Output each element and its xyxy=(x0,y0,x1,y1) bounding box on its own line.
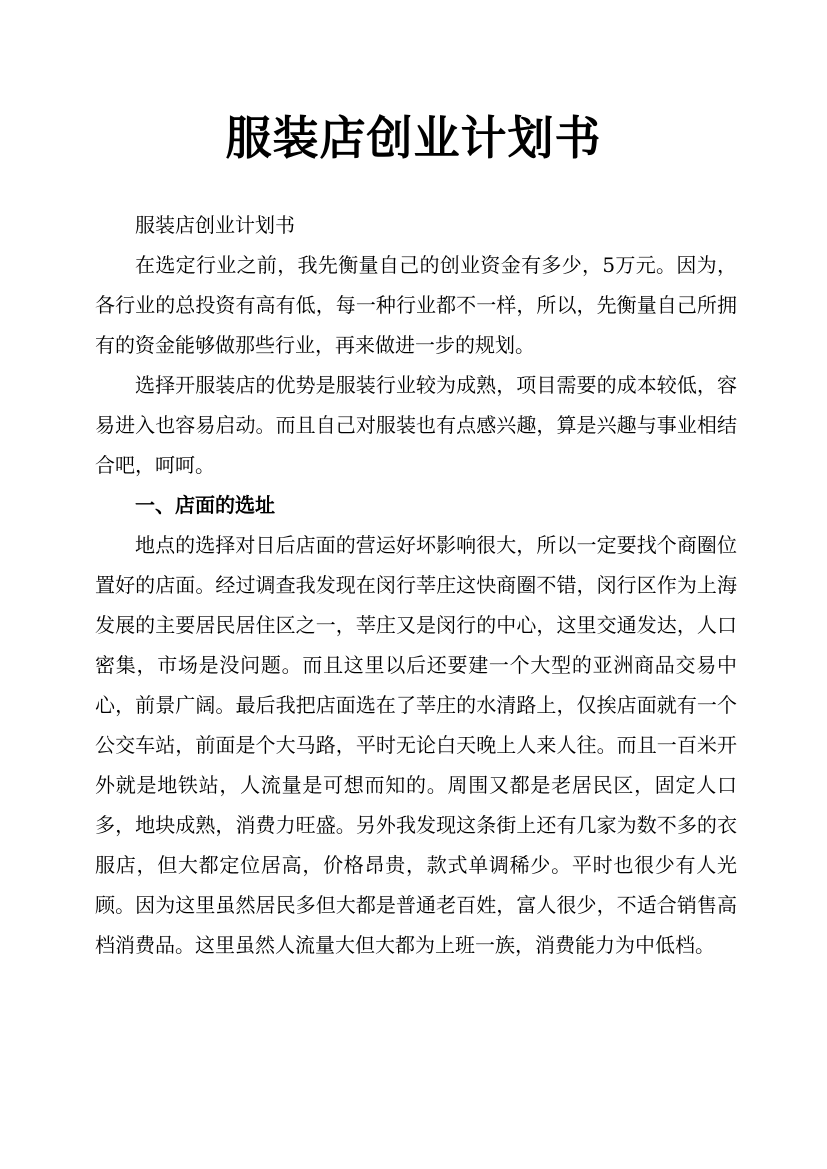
document-body xyxy=(95,205,737,965)
advantage-paragraph: 选择开服装店的优势是服装行业较为成熟，项目需要的成本较低，容易进入也容易启动。而且自己对服装也有点感兴趣，算是兴趣与事业相结合吧，呵呵。 xyxy=(95,373,737,477)
funding-paragraph: 在选定行业之前，我先衡量自己的创业资金有多少，5万元。因为，各行业的总投资有高有低，每一种行业都不一样，所以，先衡量自己所拥有的资金能够做那些行业，再来做进一步的规划。 xyxy=(95,253,737,357)
intro-subtitle-paragraph: 服装店创业计划书 xyxy=(135,213,295,237)
location-paragraph: 地点的选择对日后店面的营运好坏影响很大，所以一定要找个商圈位置好的店面。经过调查我发现在闵行莘庄这快商圈不错，闵行区作为上海发展的主要居民居住区之一，莘庄又是闵行的中心，这里交通发达，人口密集，市场是没问题。而且这里以后还要建一个大型的亚洲商品交易中心，前景广阔。最后我把店面选在了莘庄的水清路上，仅挨店面就有一个公交车站，前面是个大马路，平时无论白天晚上人来人往。而且一百米开外就是地铁站，人流量是可想而知的。周围又都是老居民区，固定人口多，地块成熟，消费力旺盛。另外我发现这条街上还有几家为数不多的衣服店，但大都定位居高，价格昂贵，款式单调稀少。平时也很少有人光顾。因为这里虽然居民多但大都是普通老百姓，富人很少，不适合销售高档消费品。这里虽然人流量大但大都为上班一族，消费能力为中低档。 xyxy=(95,533,737,957)
document-title: 服装店创业计划书 xyxy=(225,111,602,165)
section-heading-location: 一、店面的选址 xyxy=(135,493,275,517)
